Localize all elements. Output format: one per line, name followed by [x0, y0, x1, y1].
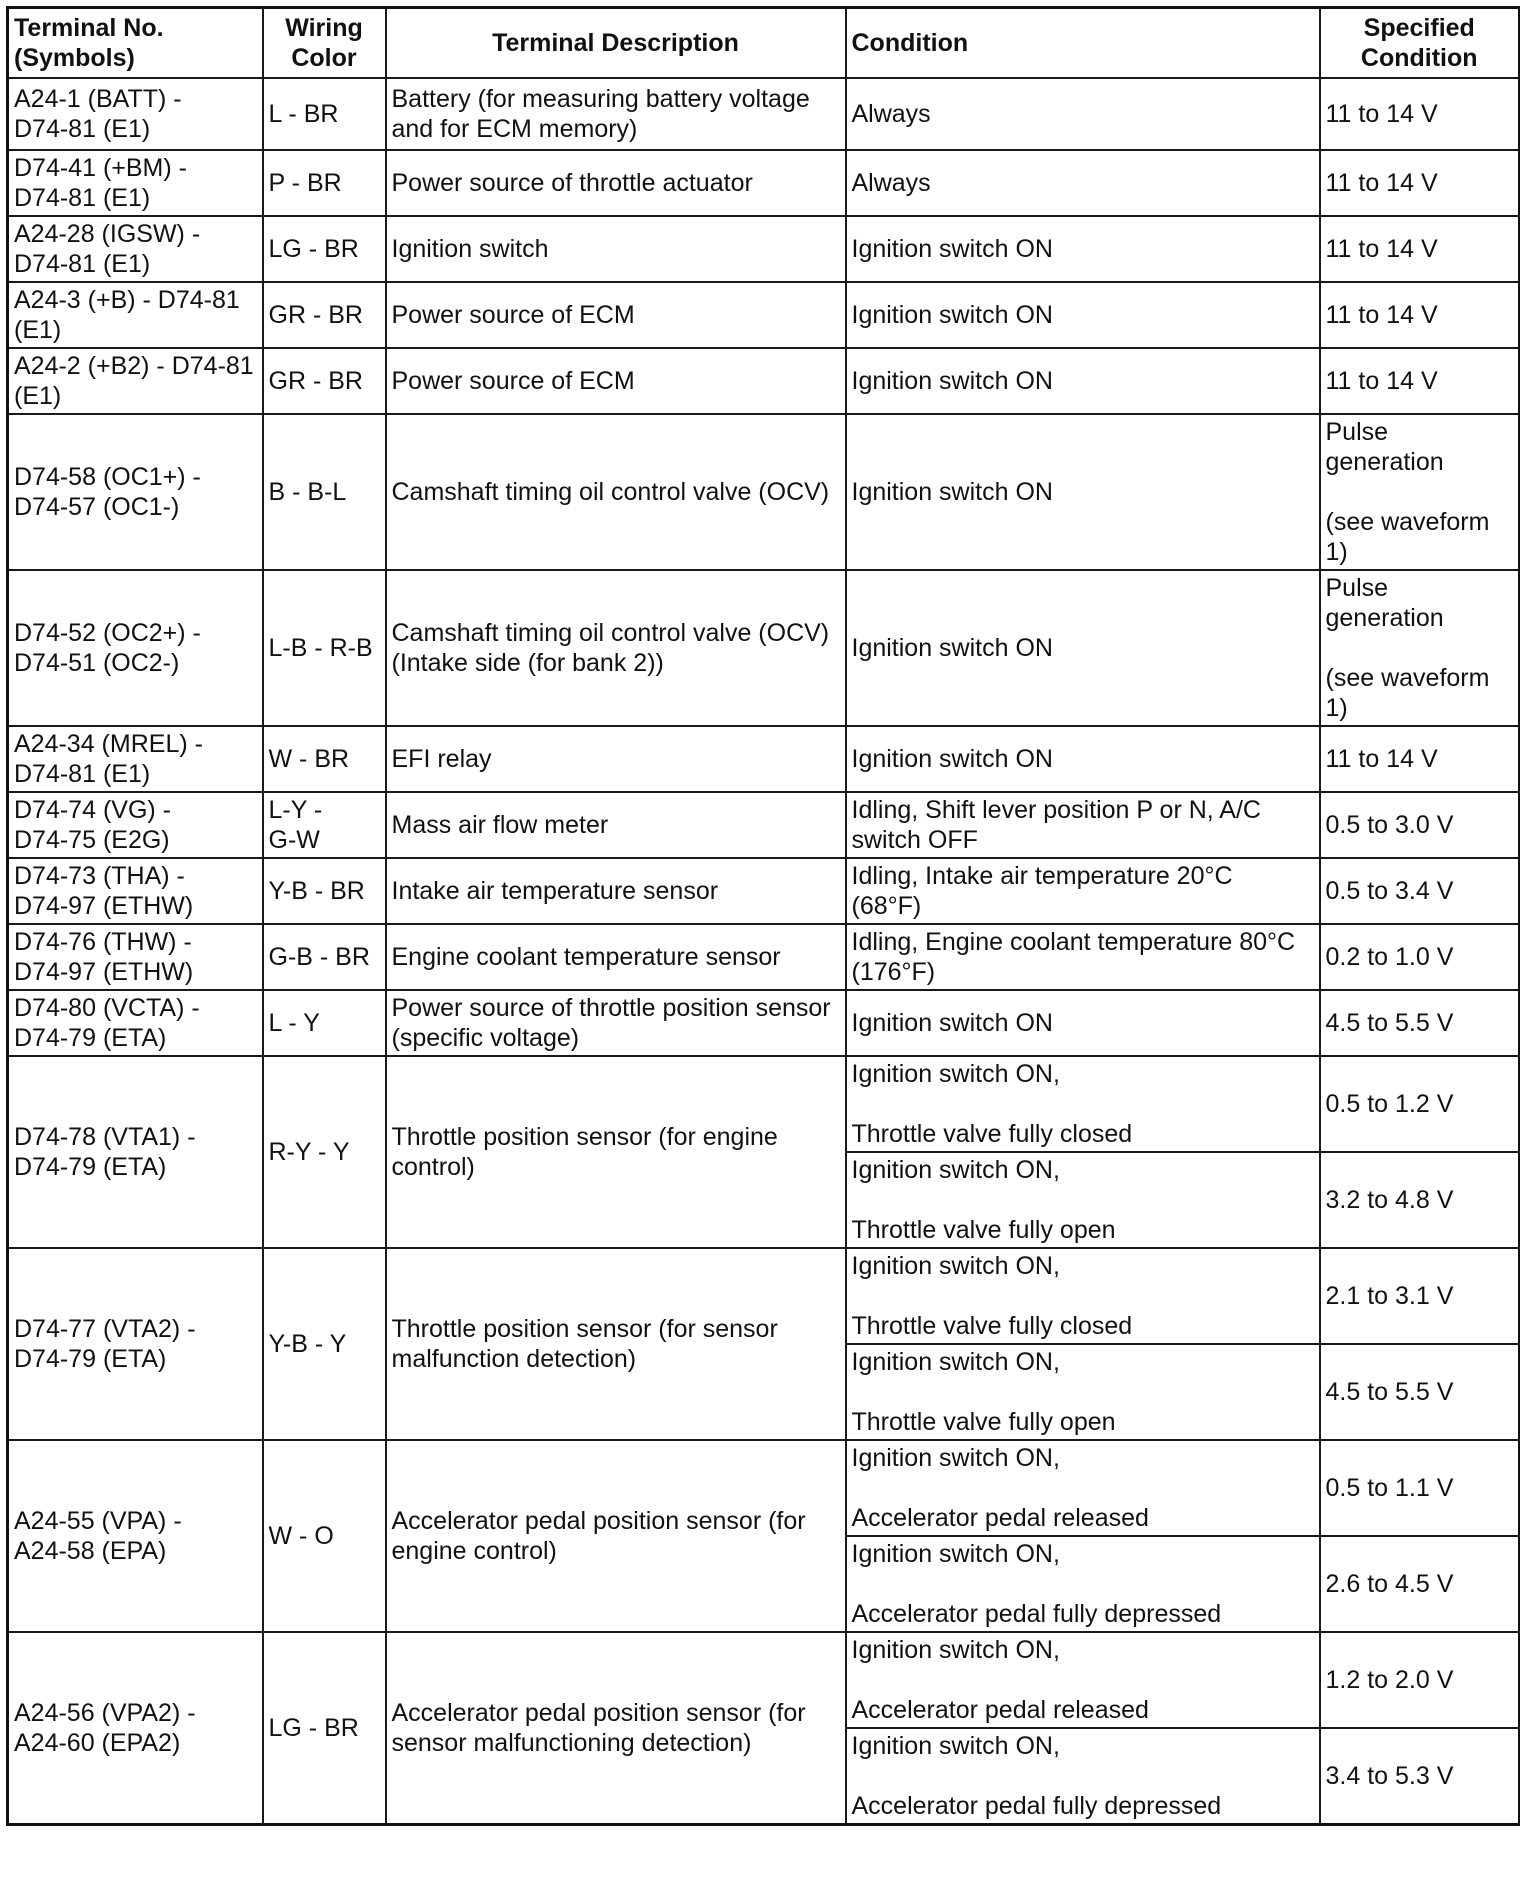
wiring-color-cell: R-Y - Y [263, 1056, 386, 1248]
condition-cell: Ignition switch ON [846, 414, 1320, 570]
specified-condition-cell: 3.2 to 4.8 V [1320, 1152, 1520, 1248]
header-terminal-no: Terminal No. (Symbols) [8, 8, 263, 78]
wiring-color-cell: W - O [263, 1440, 386, 1632]
description-cell: Power source of throttle position sensor (specific voltage) [386, 990, 846, 1056]
specified-condition-cell: 3.4 to 5.3 V [1320, 1728, 1520, 1825]
condition-cell: Ignition switch ON [846, 348, 1320, 414]
wiring-color-cell: GR - BR [263, 348, 386, 414]
wiring-color-cell: GR - BR [263, 282, 386, 348]
table-row [8, 216, 1520, 282]
terminal-spec-table [6, 6, 1520, 1826]
terminal-cell: D74-80 (VCTA) - D74-79 (ETA) [8, 990, 263, 1056]
specified-condition-cell: 0.5 to 3.4 V [1320, 858, 1520, 924]
description-cell: Accelerator pedal position sensor (for sensor malfunctioning detection) [386, 1632, 846, 1825]
table-row [8, 414, 1520, 570]
specified-condition-cell: 11 to 14 V [1320, 282, 1520, 348]
terminal-cell: A24-2 (+B2) - D74-81 (E1) [8, 348, 263, 414]
description-cell: Power source of ECM [386, 348, 846, 414]
condition-cell: Ignition switch ON, Throttle valve fully closed [846, 1248, 1320, 1344]
terminal-cell: A24-55 (VPA) - A24-58 (EPA) [8, 1440, 263, 1632]
condition-cell: Ignition switch ON, Throttle valve fully open [846, 1152, 1320, 1248]
header-wiring-color: Wiring Color [263, 8, 386, 78]
wiring-color-cell: L-B - R-B [263, 570, 386, 726]
table-row [8, 924, 1520, 990]
specified-condition-cell: 0.5 to 3.0 V [1320, 792, 1520, 858]
description-cell: EFI relay [386, 726, 846, 792]
terminal-cell: D74-76 (THW) - D74-97 (ETHW) [8, 924, 263, 990]
condition-cell: Ignition switch ON, Accelerator pedal fully depressed [846, 1728, 1320, 1825]
condition-cell: Ignition switch ON, Accelerator pedal released [846, 1632, 1320, 1728]
specified-condition-cell: Pulse generation (see waveform 1) [1320, 414, 1520, 570]
table-row [8, 726, 1520, 792]
wiring-color-cell: L - BR [263, 78, 386, 150]
wiring-color-cell: Y-B - BR [263, 858, 386, 924]
condition-cell: Idling, Shift lever position P or N, A/C switch OFF [846, 792, 1320, 858]
description-cell: Throttle position sensor (for sensor malfunction detection) [386, 1248, 846, 1440]
specified-condition-cell: 11 to 14 V [1320, 726, 1520, 792]
terminal-cell: A24-28 (IGSW) - D74-81 (E1) [8, 216, 263, 282]
specified-condition-cell: 11 to 14 V [1320, 216, 1520, 282]
condition-cell: Ignition switch ON, Throttle valve fully open [846, 1344, 1320, 1440]
wiring-color-cell: L - Y [263, 990, 386, 1056]
table-row [8, 1056, 1520, 1152]
specified-condition-cell: 0.5 to 1.1 V [1320, 1440, 1520, 1536]
terminal-cell: D74-52 (OC2+) - D74-51 (OC2-) [8, 570, 263, 726]
terminal-cell: D74-58 (OC1+) - D74-57 (OC1-) [8, 414, 263, 570]
description-cell: Camshaft timing oil control valve (OCV) [386, 414, 846, 570]
terminal-cell: A24-3 (+B) - D74-81 (E1) [8, 282, 263, 348]
terminal-cell: D74-74 (VG) - D74-75 (E2G) [8, 792, 263, 858]
description-cell: Battery (for measuring battery voltage and for ECM memory) [386, 78, 846, 150]
wiring-color-cell: G-B - BR [263, 924, 386, 990]
terminal-cell: A24-34 (MREL) - D74-81 (E1) [8, 726, 263, 792]
specified-condition-cell: 1.2 to 2.0 V [1320, 1632, 1520, 1728]
specified-condition-cell: 11 to 14 V [1320, 348, 1520, 414]
header-condition: Condition [846, 8, 1320, 78]
condition-cell: Ignition switch ON [846, 726, 1320, 792]
spec-table-container [6, 6, 1520, 1826]
specified-condition-cell: 11 to 14 V [1320, 78, 1520, 150]
table-row [8, 150, 1520, 216]
specified-condition-cell: 4.5 to 5.5 V [1320, 1344, 1520, 1440]
condition-cell: Ignition switch ON [846, 990, 1320, 1056]
condition-cell: Idling, Intake air temperature 20°C (68°F) [846, 858, 1320, 924]
table-row [8, 282, 1520, 348]
description-cell: Power source of ECM [386, 282, 846, 348]
specified-condition-cell: 2.1 to 3.1 V [1320, 1248, 1520, 1344]
condition-cell: Ignition switch ON, Throttle valve fully closed [846, 1056, 1320, 1152]
specified-condition-cell: 11 to 14 V [1320, 150, 1520, 216]
header-specified-condition: Specified Condition [1320, 8, 1520, 78]
condition-cell: Ignition switch ON [846, 570, 1320, 726]
specified-condition-cell: Pulse generation (see waveform 1) [1320, 570, 1520, 726]
table-row [8, 858, 1520, 924]
description-cell: Intake air temperature sensor [386, 858, 846, 924]
specified-condition-cell: 2.6 to 4.5 V [1320, 1536, 1520, 1632]
table-body [8, 78, 1520, 1825]
terminal-cell: D74-73 (THA) - D74-97 (ETHW) [8, 858, 263, 924]
table-header-row [8, 8, 1520, 78]
description-cell: Accelerator pedal position sensor (for engine control) [386, 1440, 846, 1632]
terminal-cell: A24-56 (VPA2) - A24-60 (EPA2) [8, 1632, 263, 1825]
wiring-color-cell: Y-B - Y [263, 1248, 386, 1440]
condition-cell: Ignition switch ON, Accelerator pedal released [846, 1440, 1320, 1536]
condition-cell: Idling, Engine coolant temperature 80°C (176°F) [846, 924, 1320, 990]
description-cell: Power source of throttle actuator [386, 150, 846, 216]
description-cell: Engine coolant temperature sensor [386, 924, 846, 990]
wiring-color-cell: L-Y - G-W [263, 792, 386, 858]
specified-condition-cell: 4.5 to 5.5 V [1320, 990, 1520, 1056]
description-cell: Throttle position sensor (for engine control) [386, 1056, 846, 1248]
specified-condition-cell: 0.5 to 1.2 V [1320, 1056, 1520, 1152]
table-row [8, 348, 1520, 414]
wiring-color-cell: W - BR [263, 726, 386, 792]
terminal-cell: D74-41 (+BM) - D74-81 (E1) [8, 150, 263, 216]
condition-cell: Always [846, 78, 1320, 150]
table-row [8, 1248, 1520, 1344]
wiring-color-cell: B - B-L [263, 414, 386, 570]
condition-cell: Always [846, 150, 1320, 216]
terminal-cell: D74-77 (VTA2) - D74-79 (ETA) [8, 1248, 263, 1440]
table-row [8, 1632, 1520, 1728]
table-row [8, 570, 1520, 726]
table-row [8, 78, 1520, 150]
header-terminal-description: Terminal Description [386, 8, 846, 78]
specified-condition-cell: 0.2 to 1.0 V [1320, 924, 1520, 990]
table-row [8, 1440, 1520, 1536]
terminal-cell: D74-78 (VTA1) - D74-79 (ETA) [8, 1056, 263, 1248]
wiring-color-cell: P - BR [263, 150, 386, 216]
condition-cell: Ignition switch ON [846, 216, 1320, 282]
description-cell: Camshaft timing oil control valve (OCV) (Intake side (for bank 2)) [386, 570, 846, 726]
description-cell: Ignition switch [386, 216, 846, 282]
table-row [8, 792, 1520, 858]
terminal-cell: A24-1 (BATT) - D74-81 (E1) [8, 78, 263, 150]
table-row [8, 990, 1520, 1056]
wiring-color-cell: LG - BR [263, 216, 386, 282]
condition-cell: Ignition switch ON [846, 282, 1320, 348]
condition-cell: Ignition switch ON, Accelerator pedal fully depressed [846, 1536, 1320, 1632]
description-cell: Mass air flow meter [386, 792, 846, 858]
wiring-color-cell: LG - BR [263, 1632, 386, 1825]
